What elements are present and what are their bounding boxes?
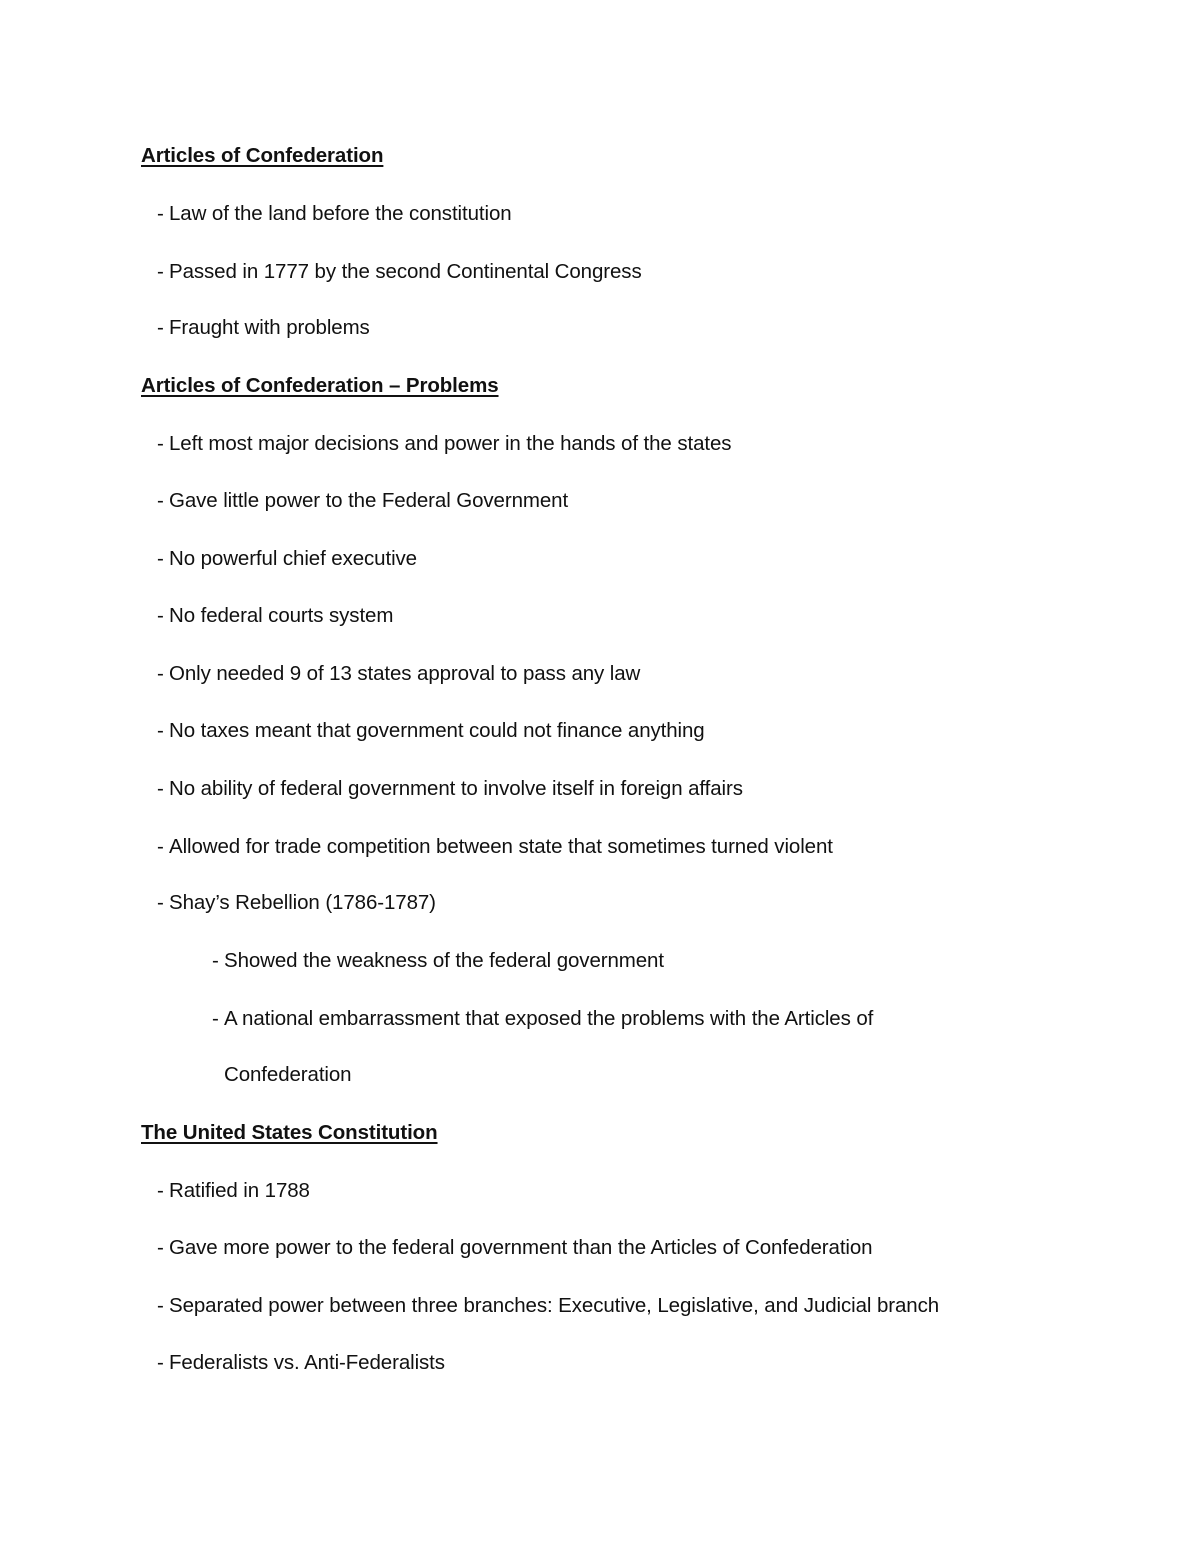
bullet-dash: -: [157, 316, 164, 339]
list-item: [157, 260, 642, 284]
list-item-text: No powerful chief executive: [169, 547, 417, 570]
bullet-dash: -: [157, 547, 164, 570]
list-item: [157, 835, 833, 859]
bullet-dash: -: [157, 432, 164, 455]
bullet-dash: -: [157, 1179, 164, 1202]
sub-list-item: [212, 949, 664, 973]
bullet-dash: -: [157, 777, 164, 800]
list-item-text: Ratified in 1788: [169, 1179, 310, 1202]
section-heading-articles: Articles of Confederation: [141, 144, 384, 167]
sub-list-item-text: A national embarrassment that exposed the problems with the Articles of: [224, 1007, 874, 1030]
list-item-text: Federalists vs. Anti-Federalists: [169, 1351, 445, 1374]
list-item: [157, 1294, 939, 1318]
list-item-text: No taxes meant that government could not finance anything: [169, 719, 705, 742]
bullet-dash: -: [157, 891, 164, 914]
list-item: [157, 604, 393, 628]
bullet-dash: -: [157, 260, 164, 283]
list-item: [157, 662, 640, 686]
bullet-dash: -: [157, 202, 164, 225]
list-item-text: Left most major decisions and power in the hands of the states: [169, 432, 732, 455]
list-item: [157, 202, 512, 226]
bullet-dash: -: [157, 1294, 164, 1317]
sub-list-item-text: Showed the weakness of the federal government: [224, 949, 664, 972]
list-item-text: Only needed 9 of 13 states approval to pass any law: [169, 662, 641, 685]
bullet-dash: -: [157, 1236, 164, 1259]
list-item-text: Passed in 1777 by the second Continental Congress: [169, 260, 642, 283]
list-item: [157, 891, 436, 915]
list-item: [157, 432, 731, 456]
list-item: [157, 489, 568, 513]
list-item-text: Shay’s Rebellion (1786-1787): [169, 891, 436, 914]
bullet-dash: -: [212, 1007, 219, 1030]
bullet-dash: -: [212, 949, 219, 972]
bullet-dash: -: [157, 719, 164, 742]
list-item-text: Gave little power to the Federal Government: [169, 489, 569, 512]
section-heading-constitution: The United States Constitution: [141, 1121, 438, 1144]
list-item-text: Law of the land before the constitution: [169, 202, 512, 225]
bullet-dash: -: [157, 489, 164, 512]
list-item: [157, 777, 743, 801]
list-item: [157, 1179, 310, 1203]
sub-list-item: [212, 1007, 873, 1031]
list-item-text: No federal courts system: [169, 604, 394, 627]
list-item-text: No ability of federal government to involve itself in foreign affairs: [169, 777, 743, 800]
list-item: [157, 547, 417, 571]
bullet-dash: -: [157, 835, 164, 858]
sub-list-item-continuation: Confederation: [224, 1063, 352, 1086]
section-heading-problems: Articles of Confederation – Problems: [141, 374, 499, 397]
bullet-dash: -: [157, 604, 164, 627]
bullet-dash: -: [157, 662, 164, 685]
list-item: [157, 316, 370, 340]
list-item-text: Allowed for trade competition between state that sometimes turned violent: [169, 835, 833, 858]
bullet-dash: -: [157, 1351, 164, 1374]
list-item-text: Gave more power to the federal government than the Articles of Confederation: [169, 1236, 873, 1259]
list-item: [157, 1351, 445, 1375]
list-item: [157, 1236, 872, 1260]
list-item-text: Separated power between three branches: Executive, Legislative, and Judicial branch: [169, 1294, 940, 1317]
list-item: [157, 719, 705, 743]
list-item-text: Fraught with problems: [169, 316, 370, 339]
